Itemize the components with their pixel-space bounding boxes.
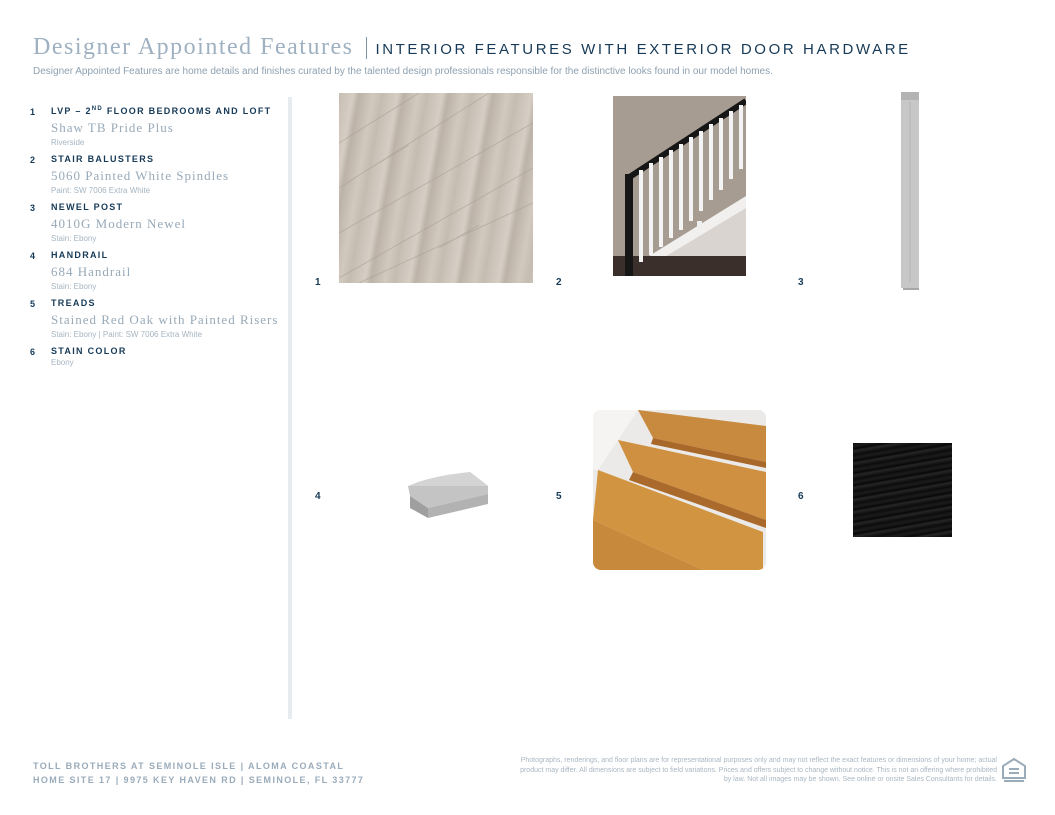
feature-product: 684 Handrail <box>51 264 132 279</box>
feature-product: Shaw TB Pride Plus <box>51 120 174 135</box>
feature-detail: Ebony <box>51 358 74 367</box>
footer-disclaimer: Photographs, renderings, and floor plans are for representational purposes only and may not reflect the exact features or dimensions of your home; actual product may differ. All dimensions are subject to field variations. Prices and offers subject to change without notice. This is not an offering where prohibited by law. Not all images may be shown. See online or onsite Sales Consultants for details. <box>520 757 997 783</box>
feature-number: 1 <box>30 107 36 117</box>
feature-category: HANDRAIL <box>51 250 109 260</box>
feature-item-3 <box>30 202 280 244</box>
feature-category <box>51 106 280 116</box>
feature-item-4 <box>30 250 280 292</box>
footer-community <box>33 759 364 787</box>
feature-item-5 <box>30 298 280 340</box>
feature-detail: Riverside <box>51 138 85 147</box>
footer-line-1: TOLL BROTHERS AT SEMINOLE ISLE | ALOMA COASTAL <box>33 761 345 771</box>
newel-post-image <box>898 92 922 292</box>
feature-category-sup: ND <box>91 106 104 112</box>
vertical-divider <box>288 97 292 719</box>
feature-product: Stained Red Oak with Painted Risers <box>51 312 279 327</box>
feature-category: STAIR BALUSTERS <box>51 154 155 164</box>
title-separator <box>366 37 367 59</box>
image-number-5: 5 <box>556 491 562 502</box>
lvp-flooring-image <box>339 93 533 283</box>
feature-category: STAIN COLOR <box>51 346 127 356</box>
feature-category-pre: LVP – 2 <box>51 106 92 116</box>
image-number-2: 2 <box>556 277 562 288</box>
feature-number: 2 <box>30 155 36 165</box>
feature-number: 3 <box>30 203 36 213</box>
feature-item-2 <box>30 154 280 196</box>
page-header <box>33 34 911 61</box>
feature-category: NEWEL POST <box>51 202 124 212</box>
feature-number: 4 <box>30 251 36 261</box>
footer-line-2: HOME SITE 17 | 9975 KEY HAVEN RD | SEMINOLE, FL 33777 <box>33 775 365 785</box>
feature-number: 5 <box>30 299 36 309</box>
ebony-stain-swatch-image <box>853 443 952 537</box>
page-title: Designer Appointed Features <box>33 34 354 60</box>
feature-list <box>30 106 280 374</box>
image-number-4: 4 <box>315 491 321 502</box>
feature-item-1 <box>30 106 280 148</box>
equal-housing-opportunity-icon <box>1002 758 1026 784</box>
feature-detail: Stain: Ebony <box>51 282 97 291</box>
feature-detail: Stain: Ebony | Paint: SW 7006 Extra White <box>51 330 203 339</box>
feature-product: 5060 Painted White Spindles <box>51 168 230 183</box>
feature-detail: Paint: SW 7006 Extra White <box>51 186 151 195</box>
staircase-balusters-image <box>613 96 746 276</box>
feature-product: 4010G Modern Newel <box>51 216 186 231</box>
handrail-profile-image <box>400 464 492 520</box>
feature-detail: Stain: Ebony <box>51 234 97 243</box>
page-subtitle: INTERIOR FEATURES WITH EXTERIOR DOOR HARDWARE <box>375 41 911 58</box>
image-number-1: 1 <box>315 277 321 288</box>
feature-category-post: FLOOR BEDROOMS AND LOFT <box>103 106 272 116</box>
feature-number: 6 <box>30 347 36 357</box>
image-number-6: 6 <box>798 491 804 502</box>
intro-text: Designer Appointed Features are home details and finishes curated by the talented design professionals responsible for the distinctive looks found in our model homes. <box>33 66 773 77</box>
image-number-3: 3 <box>798 277 804 288</box>
feature-item-6 <box>30 346 280 368</box>
feature-category: TREADS <box>51 298 96 308</box>
stair-treads-image <box>593 410 766 570</box>
